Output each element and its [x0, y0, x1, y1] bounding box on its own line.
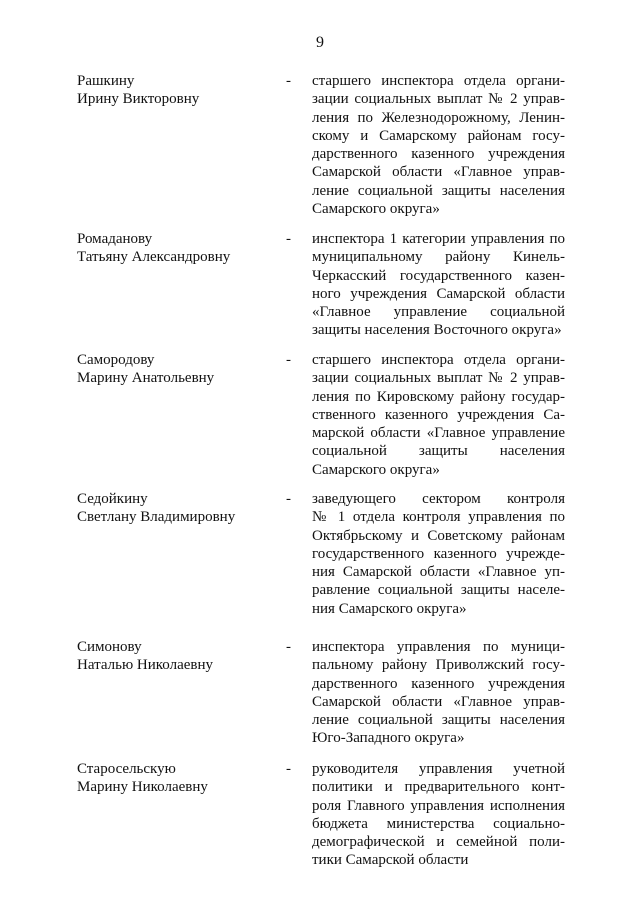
description-line: Самарской области «Главное управ-: [312, 164, 565, 181]
description-line: скому и Самарскому районам госу-: [312, 127, 565, 144]
description-line: Октябрьскому и Советскому районам: [312, 527, 565, 544]
surname: Рашкину: [77, 73, 135, 89]
separator-dash: -: [286, 352, 291, 368]
given-names: Татьяну Александровну: [77, 249, 231, 266]
description-line: ление социальной защиты населения: [312, 182, 565, 199]
description-line: равление социальной защиты населе-: [312, 582, 565, 599]
description-line: Самарской области «Главное управ-: [312, 693, 565, 710]
position-description: [312, 351, 565, 479]
description-line: ления по Кировскому району государ-: [312, 388, 565, 405]
description-line: Самарского округа»: [312, 461, 440, 478]
description-line: ния Самарского округа»: [312, 600, 467, 617]
person-name: [77, 490, 272, 527]
position-description: [312, 490, 565, 618]
position-description: [312, 72, 565, 218]
position-description: [312, 638, 565, 748]
description-line: дарственного казенного учреждения: [312, 146, 565, 163]
given-names: Наталью Николаевну: [77, 657, 214, 674]
description-line: Самарского округа»: [312, 201, 440, 218]
given-names: Ирину Викторовну: [77, 91, 200, 108]
description-line: «Главное управление социальной: [312, 304, 565, 321]
description-line: ления по Железнодорожному, Ленин-: [312, 109, 565, 126]
person-name: [77, 760, 272, 797]
description-line: государственного казенного учрежде-: [312, 545, 565, 562]
description-line: тики Самарской области: [312, 852, 469, 869]
description-line: политики и предварительного конт-: [312, 779, 565, 796]
description-line: роля Главного управления исполнения: [312, 797, 565, 814]
person-name: [77, 351, 272, 388]
separator-dash: -: [286, 639, 291, 655]
description-line: инспектора 1 категории управления по: [312, 231, 565, 247]
description-line: бюджета министерства социально-: [312, 815, 565, 832]
description-line: муниципальному району Кинель-: [312, 249, 565, 266]
page-number: 9: [316, 34, 324, 51]
description-line: старшего инспектора отдела органи-: [312, 352, 565, 368]
surname: Ромаданову: [77, 231, 153, 247]
person-name: [77, 638, 272, 675]
description-line: марской области «Главное управление: [312, 425, 565, 442]
separator-dash: -: [286, 491, 291, 507]
separator-dash: -: [286, 73, 291, 89]
given-names: Марину Анатольевну: [77, 370, 215, 387]
surname: Симонову: [77, 639, 142, 655]
description-line: дарственного казенного учреждения: [312, 675, 565, 692]
position-description: [312, 760, 565, 870]
surname: Самородову: [77, 352, 155, 368]
description-line: инспектора управления по муници-: [312, 639, 565, 655]
description-line: зации социальных выплат № 2 управ-: [312, 91, 565, 108]
description-line: ния Самарской области «Главное уп-: [312, 564, 565, 581]
description-line: руководителя управления учетной: [312, 761, 565, 777]
person-name: [77, 230, 272, 267]
description-line: зации социальных выплат № 2 управ-: [312, 370, 565, 387]
description-line: социальной защиты населения: [312, 443, 565, 460]
separator-dash: -: [286, 761, 291, 777]
description-line: ного учреждения Самарской области: [312, 285, 565, 302]
separator-dash: -: [286, 231, 291, 247]
position-description: [312, 230, 565, 340]
description-line: защиты населения Восточного округа»: [312, 322, 562, 339]
person-name: [77, 72, 272, 109]
description-line: № 1 отдела контроля управления по: [312, 509, 565, 526]
description-line: Черкасский государственного казен-: [312, 267, 565, 284]
description-line: ственного казенного учреждения Са-: [312, 406, 565, 423]
given-names: Светлану Владимировну: [77, 509, 236, 526]
description-line: демографической и семейной поли-: [312, 834, 565, 851]
description-line: старшего инспектора отдела органи-: [312, 73, 565, 89]
description-line: ление социальной защиты населения: [312, 712, 565, 729]
description-line: заведующего сектором контроля: [312, 491, 565, 507]
surname: Седойкину: [77, 491, 148, 507]
surname: Старосельскую: [77, 761, 176, 777]
given-names: Марину Николаевну: [77, 779, 208, 796]
description-line: Юго-Западного округа»: [312, 730, 465, 747]
description-line: пальному району Приволжский госу-: [312, 657, 565, 674]
